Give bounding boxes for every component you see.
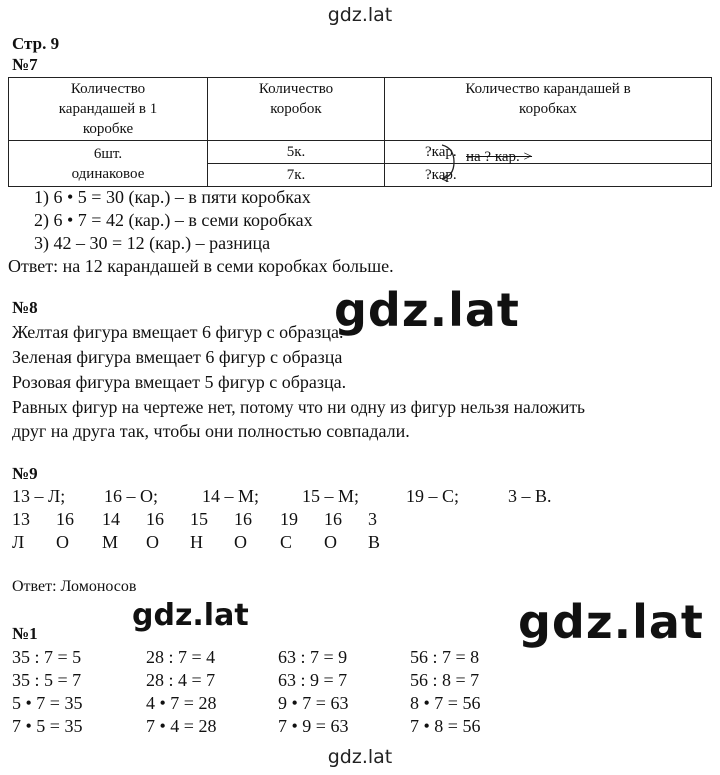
task7-answer: Ответ: на 12 карандашей в семи коробках больше. [8,256,394,276]
cell-boxes-1: 5к. [208,141,385,164]
cell-per-box [9,141,208,187]
code-number: 16 [234,509,252,529]
task7-step-3: 3) 42 – 30 = 12 (кар.) – разница [34,233,271,253]
equation: 5 • 7 = 35 [12,693,83,713]
per-box-value: 6шт. [93,145,123,162]
task8-line-2: Зеленая фигура вмещает 6 фигур с образца [12,347,343,367]
code-letter: О [324,532,337,552]
task8-line-1: Желтая фигура вмещает 6 фигур с образца. [12,322,344,342]
code-number: 16 [56,509,74,529]
task1-number: №1 [12,624,38,643]
code-number: 14 [102,509,120,529]
task7-step-2: 2) 6 • 7 = 42 (кар.) – в семи коробках [34,210,313,230]
code-letter: О [146,532,159,552]
comparison-note: на ? кар. > [466,149,533,165]
per-box-note: одинаковое [71,165,145,182]
task7-number: №7 [12,55,38,74]
equation: 8 • 7 = 56 [410,693,481,713]
code-number: 3 [368,509,377,529]
key-item: 15 – М; [302,486,360,506]
watermark-top: gdz.lat [327,4,393,26]
cell-result-1 [385,141,712,164]
code-number: 16 [324,509,342,529]
equation: 35 : 5 = 7 [12,670,82,690]
task8-line-3: Розовая фигура вмещает 5 фигур с образца. [12,372,347,392]
key-item: 3 – В. [508,486,552,506]
code-number: 15 [190,509,208,529]
code-letter: О [56,532,69,552]
equation: 28 : 4 = 7 [146,670,216,690]
table-header-row [9,78,712,141]
equation: 7 • 9 = 63 [278,716,349,736]
header-per-box: Количество карандашей в 1 коробке [9,78,208,141]
table-row [9,141,712,164]
watermark-right: gdz.lat [518,595,704,649]
key-item: 13 – Л; [12,486,66,506]
watermark-left: gdz.lat [132,598,249,633]
result-2: ?кар. [425,167,457,183]
code-number: 16 [146,509,164,529]
code-number: 13 [12,509,30,529]
equation: 9 • 7 = 63 [278,693,349,713]
watermark-center: gdz.lat [334,283,520,337]
equation: 63 : 9 = 7 [278,670,348,690]
equation: 56 : 7 = 8 [410,647,480,667]
cell-result-2 [385,164,712,187]
task8-line-5: друг на друга так, чтобы они полностью совпадали. [12,421,410,441]
watermark-bottom: gdz.lat [327,746,393,768]
code-letter: Л [12,532,25,552]
task8-number: №8 [12,298,38,317]
code-letter: О [234,532,247,552]
task7-table [8,77,712,187]
header-boxes: Количество коробок [208,78,385,141]
code-letter: М [102,532,119,552]
task7-step-1: 1) 6 • 5 = 30 (кар.) – в пяти коробках [34,187,311,207]
equation: 28 : 7 = 4 [146,647,216,667]
result-1: ?кар. [425,144,457,160]
equation: 7 • 8 = 56 [410,716,481,736]
code-letter: Н [190,532,203,552]
equation: 7 • 4 = 28 [146,716,217,736]
equation: 35 : 7 = 5 [12,647,82,667]
task8-line-4: Равных фигур на чертеже нет, потому что ни одну из фигур нельзя наложить [12,397,586,417]
code-letter: В [368,532,381,552]
cell-boxes-2: 7к. [208,164,385,187]
code-number: 19 [280,509,298,529]
key-item: 14 – М; [202,486,260,506]
key-item: 16 – О; [104,486,158,506]
key-item: 19 – С; [406,486,460,506]
task9-number: №9 [12,464,38,483]
equation: 7 • 5 = 35 [12,716,83,736]
equation: 4 • 7 = 28 [146,693,217,713]
task9-answer: Ответ: Ломоносов [12,578,137,595]
page-label: Стр. 9 [12,34,60,53]
code-letter: С [280,532,293,552]
equation: 56 : 8 = 7 [410,670,480,690]
header-total: Количество карандашей в коробках [385,78,712,141]
equation: 63 : 7 = 9 [278,647,348,667]
